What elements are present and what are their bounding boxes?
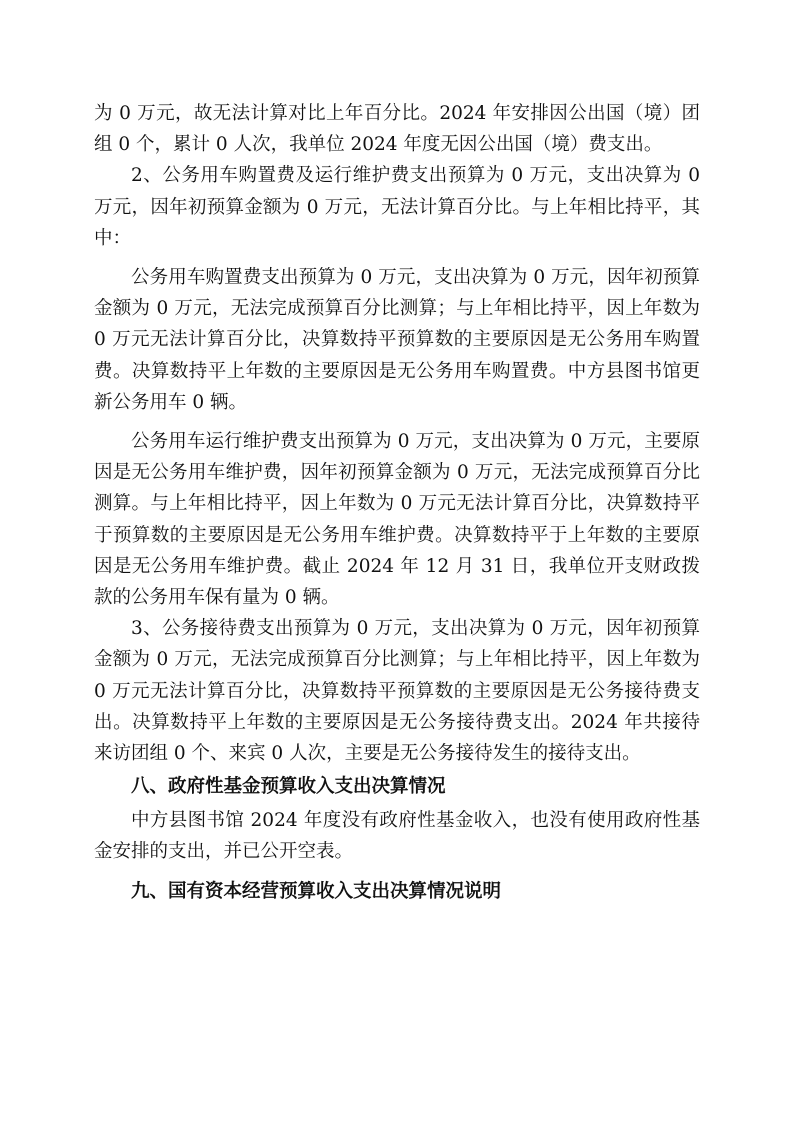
paragraph-outbound-travel-continued: 为 0 万元，故无法计算对比上年百分比。2024 年安排因公出国（境）团组 0 个，累计 0 人次，我单位 2024 年度无因公出国（境）费支出。: [94, 103, 700, 156]
document-page: [94, 98, 700, 916]
paragraph-government-funds: 中方县图书馆 2024 年度没有政府性基金收入，也没有使用政府性基金安排的支出，并已公开空表。: [94, 810, 700, 863]
paragraph-reception-expenses: 3、公务接待费支出预算为 0 万元，支出决算为 0 万元，因年初预算金额为 0 万元，无法完成预算百分比测算；与上年相比持平，因上年数为 0 万元无法计算百分比，决算数持平预算数的主要原因是无公务接待费支出。决算数持平上年数的主要原因是无公务接待费支出。2024 年共接待来访团组 0 个、来宾 0 人次，主要是无公务接待发生的接待支出。: [94, 618, 700, 765]
section-heading-government-funds: 八、政府性基金预算收入支出决算情况: [131, 776, 446, 798]
paragraph-vehicle-purchase: 公务用车购置费支出预算为 0 万元，支出决算为 0 万元，因年初预算金额为 0 万元，无法完成预算百分比测算；与上年相比持平，因上年数为 0 万元无法计算百分比，决算数持平预算数的主要原因是无公务用车购置费。决算数持平上年数的主要原因是无公务用车购置费。中方县图书馆更新公务用车 0 辆。: [94, 267, 700, 413]
section-heading-state-capital: 九、国有资本经营预算收入支出决算情况说明: [131, 880, 502, 902]
paragraph-vehicle-expenses-summary: 2、公务用车购置费及运行维护费支出预算为 0 万元，支出决算为 0 万元，因年初预算金额为 0 万元，无法计算百分比。与上年相比持平，其中：: [94, 165, 700, 249]
paragraph-vehicle-maintenance: 公务用车运行维护费支出预算为 0 万元，支出决算为 0 万元，主要原因是无公务用车维护费，因年初预算金额为 0 万元，无法完成预算百分比测算。与上年相比持平，因上年数为 0 万元无法计算百分比，决算数持平于预算数的主要原因是无公务用车维护费。决算数持平于上年数的主要原因是无公务用车维护费。截止 2024 年 12 月 31 日，我单位开支财政拨款的公务用车保有量为 0 辆。: [94, 431, 700, 609]
